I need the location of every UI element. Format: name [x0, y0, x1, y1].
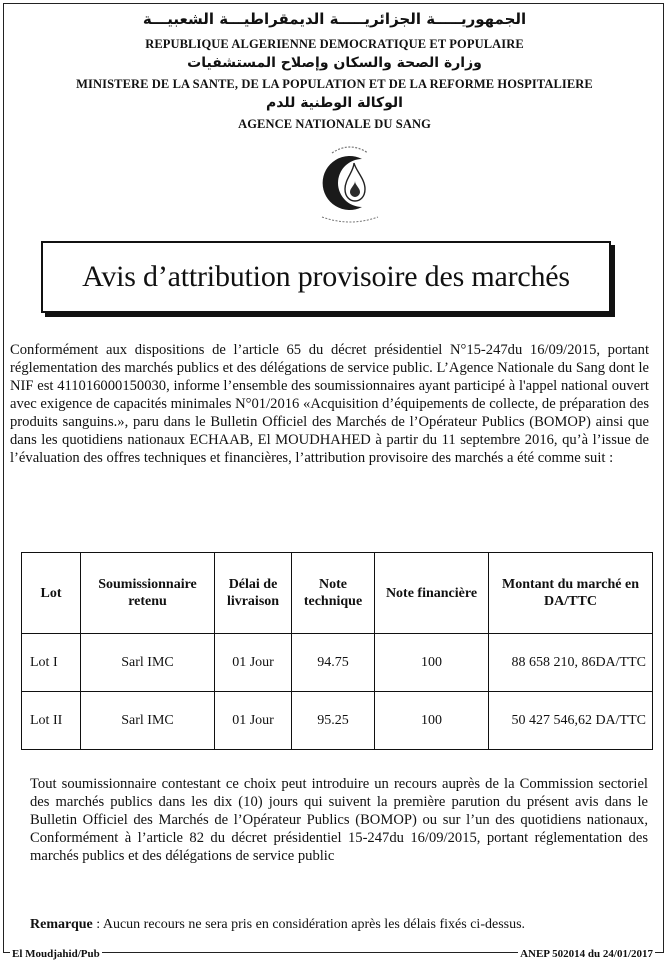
remark-label: Remarque	[30, 917, 93, 932]
intro-paragraph: Conformément aux dispositions de l’article 65 du décret présidentiel N°15-247du 16/09/2015, portant réglementation des marchés publics et des délégations de service public. L’Agence Nationale du Sang dont le NIF est 411016000150030, informe l’ensemble des soumissionnaires ayant participé à l'appel national ouvert avec exigence de capacités minimales N°01/2016 «Acquisition d’équipements de collecte, de préparation des produits sanguins.», paru dans le Bulletin Officiel des Marchés de l’Opérateur Publics (BOMOP) ainsi que dans les quotidiens nationaux ECHAAB, El MOUDHAHED à partir du 11 septembre 2016, qu’à l’issue de l’évaluation des offres techniques et financières, l’attribution provisoire des marchés a été comme suit :	[10, 342, 649, 466]
footer-reference: ANEP 502014 du 24/01/2017	[520, 948, 653, 960]
cell-delivery: 01 Jour	[215, 692, 292, 750]
notice-title-box	[41, 241, 611, 313]
notice-title: Avis d’attribution provisoire des marchés	[82, 260, 570, 293]
col-header-bidder: Soumissionnaire retenu	[81, 553, 215, 634]
cell-amount: 88 658 210, 86DA/TTC	[489, 634, 653, 692]
french-agency-heading: AGENCE NATIONALE DU SANG	[238, 117, 431, 131]
cell-lot: Lot I	[22, 634, 81, 692]
remark-text: : Aucun recours ne sera pris en considération après les délais fixés ci-dessus.	[92, 917, 526, 932]
cell-bidder: Sarl IMC	[81, 634, 215, 692]
table-row	[22, 692, 653, 750]
cell-lot: Lot II	[22, 692, 81, 750]
cell-technical-score: 94.75	[292, 634, 375, 692]
cell-amount: 50 427 546,62 DA/TTC	[489, 692, 653, 750]
col-header-financial-score: Note financière	[375, 553, 489, 634]
cell-delivery: 01 Jour	[215, 634, 292, 692]
cell-technical-score: 95.25	[292, 692, 375, 750]
table-header-row	[22, 553, 653, 634]
table-row	[22, 634, 653, 692]
arabic-agency-heading: الوكالة الوطنية للدم	[266, 95, 403, 111]
french-republic-heading: REPUBLIQUE ALGERIENNE DEMOCRATIQUE ET POPULAIRE	[145, 37, 524, 51]
col-header-technical-score: Note technique	[292, 553, 375, 634]
col-header-lot: Lot	[22, 553, 81, 634]
award-table	[21, 552, 653, 750]
recourse-paragraph: Tout soumissionnaire contestant ce choix peut introduire un recours auprès de la Commission sectoriel des marchés publics dans les dix (10) jours qui suivent la première parution du présent avis dans le Bulletin Officiel des Marchés de l’Opérateur Publics (BOMOP) ou sur l’un des quotidiens nationaux, Conformément à l’article 82 du décret présidentiel 15-247du 16/09/2015, portant réglementation des marchés publics et des délégations de service public	[30, 776, 648, 864]
remark-line	[30, 917, 525, 933]
french-ministry-heading: MINISTERE DE LA SANTE, DE LA POPULATION ET DE LA REFORME HOSPITALIERE	[76, 77, 593, 91]
arabic-republic-heading: الجمهوريـــــة الجزائريـــــة الديمقراطيـــة الشعبيـــة	[142, 10, 527, 28]
arabic-ministry-heading: وزارة الصحة والسكان وإصلاح المستشفيات	[187, 55, 482, 71]
cell-financial-score: 100	[375, 634, 489, 692]
cell-financial-score: 100	[375, 692, 489, 750]
cell-bidder: Sarl IMC	[81, 692, 215, 750]
col-header-delivery: Délai de livraison	[215, 553, 292, 634]
col-header-amount: Montant du marché en DA/TTC	[489, 553, 653, 634]
blood-drop-crescent-logo-icon	[318, 137, 382, 225]
footer-publication: El Moudjahid/Pub	[12, 948, 100, 960]
